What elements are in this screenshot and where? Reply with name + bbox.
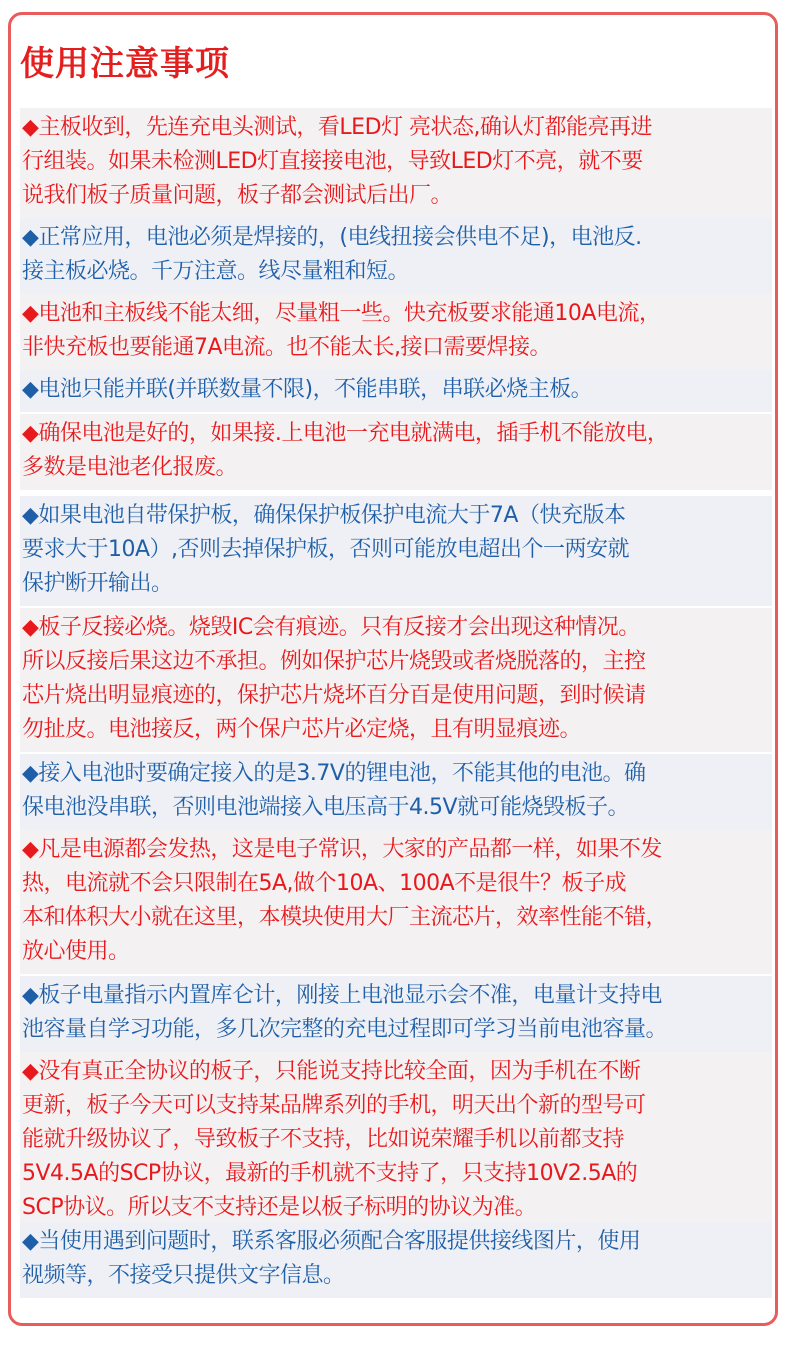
note-line: ◆板子反接必烧。烧毁IC会有痕迹。只有反接才会出现这种情况。	[22, 615, 640, 640]
note-line: 更新，板子今天可以支持某品牌系列的手机，明天出个新的型号可	[22, 1093, 646, 1118]
note-item	[20, 830, 772, 974]
note-item	[20, 1052, 772, 1230]
note-line: 视频等，不接受只提供文字信息。	[22, 1263, 345, 1288]
note-line: 行组装。如果未检测LED灯直接接电池，导致LED灯不亮，就不要	[22, 149, 643, 174]
note-line: ◆电池和主板线不能太细，尽量粗一些。快充板要求能通10A电流，	[22, 301, 661, 326]
note-line: ◆电池只能并联(并联数量不限)，不能串联，串联必烧主板。	[22, 377, 593, 402]
note-line: 能就升级协议了，导致板子不支持，比如说荣耀手机以前都支持	[22, 1127, 625, 1152]
note-line: 要求大于10A）,否则去掉保护板，否则可能放电超出个一两安就	[22, 537, 630, 562]
note-line: ◆没有真正全协议的板子，只能说支持比较全面，因为手机在不断	[22, 1059, 641, 1084]
note-item	[20, 218, 772, 294]
note-line: 所以反接后果这边不承担。例如保护芯片烧毁或者烧脱落的，主控	[22, 649, 646, 674]
note-item	[20, 754, 772, 830]
note-line: ◆凡是电源都会发热，这是电子常识，大家的产品都一样，如果不发	[22, 837, 662, 862]
note-line: 本和体积大小就在这里，本模块使用大厂主流芯片，效率性能不错，	[22, 905, 668, 930]
note-item	[20, 1222, 772, 1298]
note-item	[20, 108, 772, 218]
note-item	[20, 370, 772, 412]
note-line: 说我们板子质量问题，板子都会测试后出厂。	[22, 183, 453, 208]
note-line: 放心使用。	[22, 939, 130, 964]
note-line: ◆当使用遇到问题时，联系客服必须配合客服提供接线图片，使用	[22, 1229, 641, 1254]
note-line: ◆接入电池时要确定接入的是3.7V的锂电池，不能其他的电池。确	[22, 761, 646, 786]
note-line: SCP协议。所以支不支持还是以板子标明的协议为准。	[22, 1195, 537, 1220]
note-line: ◆如果电池自带保护板，确保保护板保护电流大于7A（快充版本	[22, 503, 626, 528]
note-item	[20, 294, 772, 370]
note-line: 多数是电池老化报废。	[22, 455, 238, 480]
page-title: 使用注意事项	[20, 44, 230, 84]
note-item	[20, 976, 772, 1052]
note-line: ◆板子电量指示内置库仑计，刚接上电池显示会不准，电量计支持电	[22, 983, 662, 1008]
note-line: 池容量自学习功能，多几次完整的充电过程即可学习当前电池容量。	[22, 1017, 668, 1042]
note-item	[20, 414, 772, 490]
note-line: ◆正常应用，电池必须是焊接的，(电线扭接会供电不足)，电池反.	[22, 225, 642, 250]
note-line: 芯片烧出明显痕迹的，保护芯片烧坏百分百是使用问题，到时候请	[22, 683, 646, 708]
note-line: ◆主板收到，先连充电头测试，看LED灯 亮状态,确认灯都能亮再进	[22, 115, 653, 140]
note-line: ◆确保电池是好的，如果接.上电池一充电就满电，插手机不能放电，	[22, 421, 669, 446]
note-line: 勿扯皮。电池接反，两个保户芯片必定烧，且有明显痕迹。	[22, 717, 582, 742]
note-line: 非快充板也要能通7A电流。也不能太长,接口需要焊接。	[22, 335, 552, 360]
note-line: 保护断开输出。	[22, 571, 173, 596]
note-line: 5V4.5A的SCP协议，最新的手机就不支持了，只支持10V2.5A的	[22, 1161, 638, 1186]
note-line: 保电池没串联，否则电池端接入电压高于4.5V就可能烧毁板子。	[22, 795, 630, 820]
note-line: 接主板必烧。千万注意。线尽量粗和短。	[22, 259, 410, 284]
note-line: 热，电流就不会只限制在5A,做个10A、100A不是很牛？板子成	[22, 871, 627, 896]
note-item	[20, 496, 772, 606]
note-item	[20, 608, 772, 752]
